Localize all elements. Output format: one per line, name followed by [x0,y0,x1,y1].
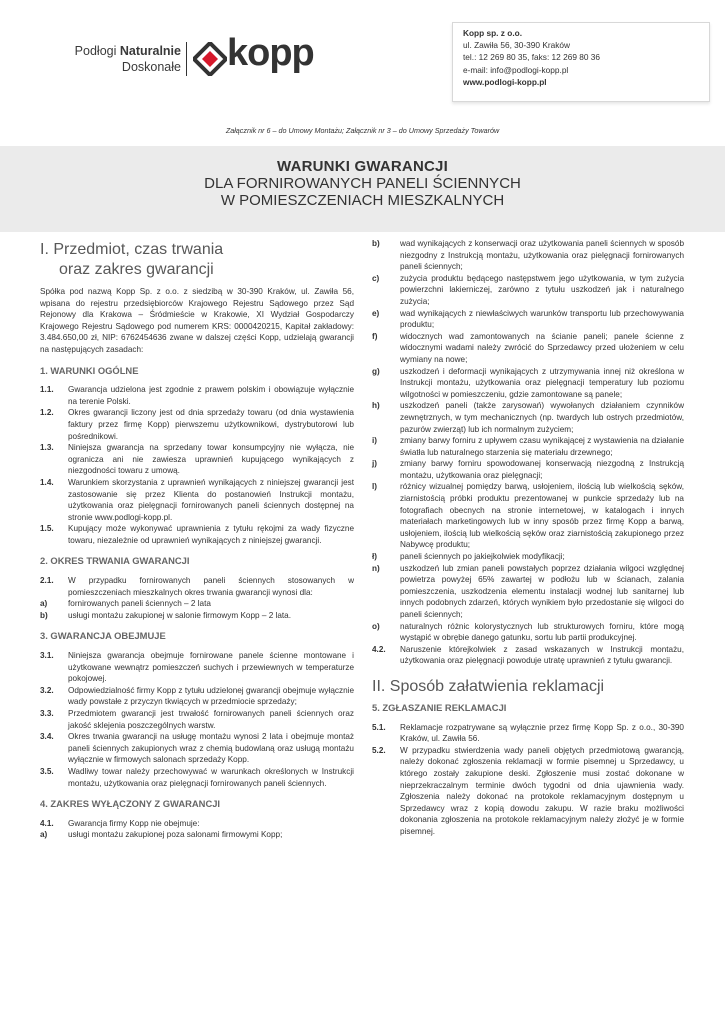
subsection-heading-5: 5. ZGŁASZANIE REKLAMACJI [372,701,507,713]
item-text: paneli ściennych po jakiejkolwiek modyfikacji; [400,552,565,562]
list-item [372,481,684,551]
clause-list-2 [40,575,354,621]
item-text: naturalnych różnic kolorystycznych lub strukturowych forniru, które mogą wystąpić w obrębie danego gatunku, sortu lub partii produkcyjnej. [400,621,684,643]
list-item [372,551,684,563]
list-item [372,563,684,621]
list-item [372,331,684,366]
item-text: Okres trwania gwarancji na usługę montażu wynosi 2 lata i obejmuje montaż paneli ściennych zakupionych wraz z chemią budowlaną oraz usługą montażu wyłącznie w firmowych salonach sprzedaży Kopp. [68,732,354,765]
item-text: Niniejsza gwarancja obejmuje fornirowane panele ścienne montowane i użytkowane wewnątrz pomieszczeń suchych i przewiewnych w temperaturze pokojowej. [68,651,354,684]
list-item [40,407,354,442]
list-item [40,610,354,622]
list-item [372,745,684,838]
contact-phones: tel.: 12 269 80 35, faks: 12 269 80 36 [463,52,601,63]
item-number: 1.2. [40,408,54,418]
item-number: 5.1. [372,722,386,732]
item-number: j) [372,459,378,469]
item-number: a) [40,599,48,609]
item-text: fornirowanych paneli ściennych – 2 lata [68,599,211,609]
item-text: zużycia produktu będącego następstwem jego użytkowania, w tym zużycia powierzchni lakierniczej, zarówno z tytułu uszkodzeń jak i naturalnego zużycia; [400,273,684,306]
item-number: n) [372,563,380,573]
list-item [372,308,684,331]
item-text: usługi montażu zakupionej poza salonami firmowymi Kopp; [68,830,283,840]
item-text: wad wynikających z niewłaściwych warunków transportu lub przechowywania produktu; [400,308,684,330]
item-number: g) [372,366,380,376]
item-number: 2.1. [40,576,54,586]
right-column [372,238,684,838]
item-number: f) [372,331,378,341]
item-number: 1.4. [40,477,54,487]
item-text: Niniejsza gwarancja na sprzedany towar konsumpcyjny nie wyłącza, nie ogranicza ani nie zawiesza uprawnień kupującego wynikających z niezgodności towaru z umową. [68,443,354,476]
list-item [372,435,684,458]
subsection-heading-1: 1. WARUNKI OGÓLNE [40,364,139,376]
item-number: 1.1. [40,385,54,395]
item-number: 3.1. [40,651,54,661]
kopp-diamond-icon [193,42,227,76]
list-item [40,708,354,731]
item-number: 1.5. [40,524,54,534]
list-item [40,523,354,546]
exclusion-list [372,238,684,667]
intro-paragraph: Spółka pod nazwą Kopp Sp. z o.o. z siedzibą w 30-390 Kraków, ul. Zawiła 56, wpisana do rejestru przedsiębiorców Krajowego Rejestru Sądowego przez Sąd Rejonowy dla Krakowa – Śródmieście w Krakowie, XI Wydział Gospodarczy Krajowego Rejestru Sądowego pod numerem KRS: 0000420215, Kapitał zakładowy: 3.484.650,00 zł, NIP: 6762454636 zwane w dalszej części Kopp, udzielają gwarancji na następujących zasadach: [40,287,354,354]
document-subtitle-line2: W POMIESZCZENIACH MIESZKALNYCH [220,192,505,209]
subsection-heading-3: 3. GWARANCJA OBEJMUJE [40,630,166,642]
item-number: 3.4. [40,732,54,742]
item-text: Kupujący może wykonywać uprawnienia z tytułu rękojmi za wady fizyczne towaru, niezależnie od uprawnień wynikających z niniejszej gwarancji. [68,524,354,545]
item-text: widocznych wad zamontowanych na ścianie paneli; panele ścienne z widocznymi wadami należy zwrócić do Sprzedawcy przed ułożeniem w celu wymiany na nowe; [400,331,684,364]
clause-list-1 [40,384,354,546]
item-text: W przypadku stwierdzenia wady paneli objętych przedmiotową gwarancją, należy dokonać zgłoszenia reklamacji w formie pisemnej u Sprzedawcy, u którego zostały zakupione deski. Zgłoszenie musi zostać dokonane w nieprzekraczalnym terminie dwóch tygodni od dnia ujawnienia wady. Zgłoszenia należy dokonać na protokole reklamacyjnym dostępnym u Sprzedawcy wraz z kopią dowodu zakupu. W razie braku możliwości dokonania zgłoszenia na protokole reklamacyjnym należy złożyć je w formie pisemnej. [400,745,684,836]
logo-tagline-line2: Doskonałe [121,60,181,74]
item-number: l) [372,482,378,492]
list-item [40,818,354,830]
item-text: Okres gwarancji liczony jest od dnia sprzedaży towaru (od dnia wystawienia faktury przez firmę Kopp) pierwszemu użytkownikowi, dystrybutorowi lub pośrednikowi. [68,408,354,441]
list-item [372,644,684,667]
item-number: 1.3. [40,443,54,453]
list-item [372,366,684,401]
section-heading-2: II. Sposób załatwienia reklamacji [372,677,605,695]
item-number: h) [372,401,380,411]
subsection-heading-2: 2. OKRES TRWANIA GWARANCJI [40,555,190,567]
list-item [372,238,684,273]
item-number: 3.5. [40,766,54,776]
clause-list-3 [40,650,354,789]
item-text: różnicy wizualnej pomiędzy barwą, usłojeniem, ilością lub wielkością sęków, ziarnistością próbki produktu prezentowanej w punkcie sprzedaży lub na fotografiach obecnych na stronie internetowej, w katalogach i innych materiałach marketingowych lub w inny sposób przez firmę Kopp a barwą, usłojeniem, ilością lub wielkością sęków oraz ziarnistością zakupionego przez Nabywcę produktu; [400,482,684,550]
document-title: WARUNKI GWARANCJI [277,158,448,175]
item-text: wad wynikających z konserwacji oraz użytkowania paneli ściennych w sposób niezgodny z Instrukcją montażu, użytkowania oraz pielęgnacji fornirowanych paneli ściennych; [400,239,684,272]
section-heading-1: I. Przedmiot, czas trwania [40,241,224,258]
list-item [40,685,354,708]
company-logo [43,32,343,90]
item-number: 3.3. [40,709,54,718]
list-item [372,400,684,435]
subsection-heading-4: 4. ZAKRES WYŁĄCZONY Z GWARANCJI [40,798,221,810]
item-number: a) [40,830,48,840]
list-item [40,477,354,523]
contact-address: ul. Zawiła 56, 30-390 Kraków [463,40,570,51]
title-band [0,146,725,232]
list-item [372,273,684,308]
clause-list-5 [372,722,684,838]
item-number: 4.1. [40,818,54,828]
list-item [372,621,684,644]
item-text: zmiany barwy forniru spowodowanej konserwacją niezgodną z Instrukcją montażu, użytkowania oraz pielęgnacji; [400,459,684,480]
item-text: zmiany barwy forniru z upływem czasu wynikającej z wystawienia na działanie światła lub naturalnego starzenia się materiału drzewnego; [400,436,684,457]
item-text: Gwarancja firmy Kopp nie obejmuje: [68,818,200,828]
section-heading-1-cont: oraz zakres gwarancji [59,261,214,278]
list-item [40,731,354,766]
item-text: uszkodzeń i deformacji wynikających z utrzymywania innej niż określona w Instrukcji montażu, użytkowania oraz pielęgnacji temperatury lub poziomu wilgotności w pomieszczeniu, gdzie zamontowane są panele; [400,366,684,399]
contact-website[interactable]: www.podlogi-kopp.pl [463,76,547,87]
item-number: i) [372,436,378,446]
list-item [40,384,354,407]
item-text: usługi montażu zakupionej w salonie firmowym Kopp – 2 lata. [68,610,291,620]
contact-company: Kopp sp. z o.o. [463,28,522,38]
item-text: Naruszenie którejkolwiek z zasad wskazanych w Instrukcji montażu, użytkowania oraz pielęgnacji powoduje utratę uprawnień z tytułu gwarancji. [400,644,684,666]
item-number: e) [372,308,380,318]
item-text: Warunkiem skorzystania z uprawnień wynikających z niniejszej gwarancji jest zastosowanie się przez Klienta do postanowień Instrukcji montażu, użytkowania oraz pielęgnacji fornirowanych paneli ściennych dostępnej na stronie www.podlogi-kopp.pl. [68,477,354,522]
item-number: 4.2. [372,644,386,654]
list-item [40,442,354,477]
item-text: Odpowiedzialność firmy Kopp z tytułu udzielonej gwarancji obejmuje wyłącznie wady powstałe z przyczyn tkwiących w przedmiocie sprzedaży; [68,685,354,707]
item-number: 5.2. [372,745,386,755]
document-subtitle-line1: DLA FORNIROWANYCH PANELI ŚCIENNYCH [204,175,521,192]
item-text: Wadliwy towar należy przechowywać w warunkach określonych w Instrukcji montażu, użytkowania oraz pielęgnacji fornirowanych paneli ściennych. [68,766,354,788]
left-column [40,238,354,841]
brand-wordmark: kopp [227,32,314,74]
contact-box [452,22,710,102]
item-number: b) [40,610,48,620]
item-text: W przypadku fornirowanych paneli ściennych stosowanych w pomieszczeniach mieszkalnych okres trwania gwarancji wynosi dla: [68,576,354,597]
item-text: Gwarancja udzielona jest zgodnie z prawem polskim i obowiązuje wyłącznie na terenie Polski. [68,385,354,406]
item-number: b) [372,239,380,248]
logo-divider [186,42,187,76]
list-item [372,722,684,745]
list-item [40,650,354,685]
item-text: Przedmiotem gwarancji jest trwałość fornirowanych paneli ściennych oraz jakość sklejenia poszczególnych warstw. [68,709,354,730]
list-item [40,598,354,610]
list-item [372,458,684,481]
annex-note: Załącznik nr 6 – do Umowy Montażu; Załącznik nr 3 – do Umowy Sprzedaży Towarów [225,126,500,135]
item-number: o) [372,621,380,631]
item-text: Reklamacje rozpatrywane są wyłącznie przez firmę Kopp Sp. z o.o., 30-390 Kraków, ul. Zawiła 56. [400,722,684,744]
logo-tagline-line1: Podłogi Naturalnie [74,44,181,58]
item-text: uszkodzeń lub zmian paneli powstałych poprzez działania wilgoci względnej powietrza powyżej 65% zawartej w podłożu lub w ścianach, zalania pomieszczenia, uszkodzenia elementu instalacji wodnej lub sanitarnej lub innych podobnych zdarzeń, których wynikiem było przedostanie się wilgoci do paneli ściennych; [400,563,684,619]
clause-list-4 [40,818,354,841]
list-item [40,766,354,789]
contact-email[interactable]: e-mail: info@podlogi-kopp.pl [463,64,569,75]
list-item [40,575,354,598]
list-item [40,829,354,841]
item-number: c) [372,273,380,283]
item-text: uszkodzeń paneli (także zarysowań) wywołanych działaniem czynników zewnętrznych, w tym mechanicznych (np. twardych lub ostrych przedmiotów, pazurów zwierząt) lub ich normalnym zużyciem; [400,401,684,434]
item-number: ł) [372,552,378,562]
item-number: 3.2. [40,685,54,695]
